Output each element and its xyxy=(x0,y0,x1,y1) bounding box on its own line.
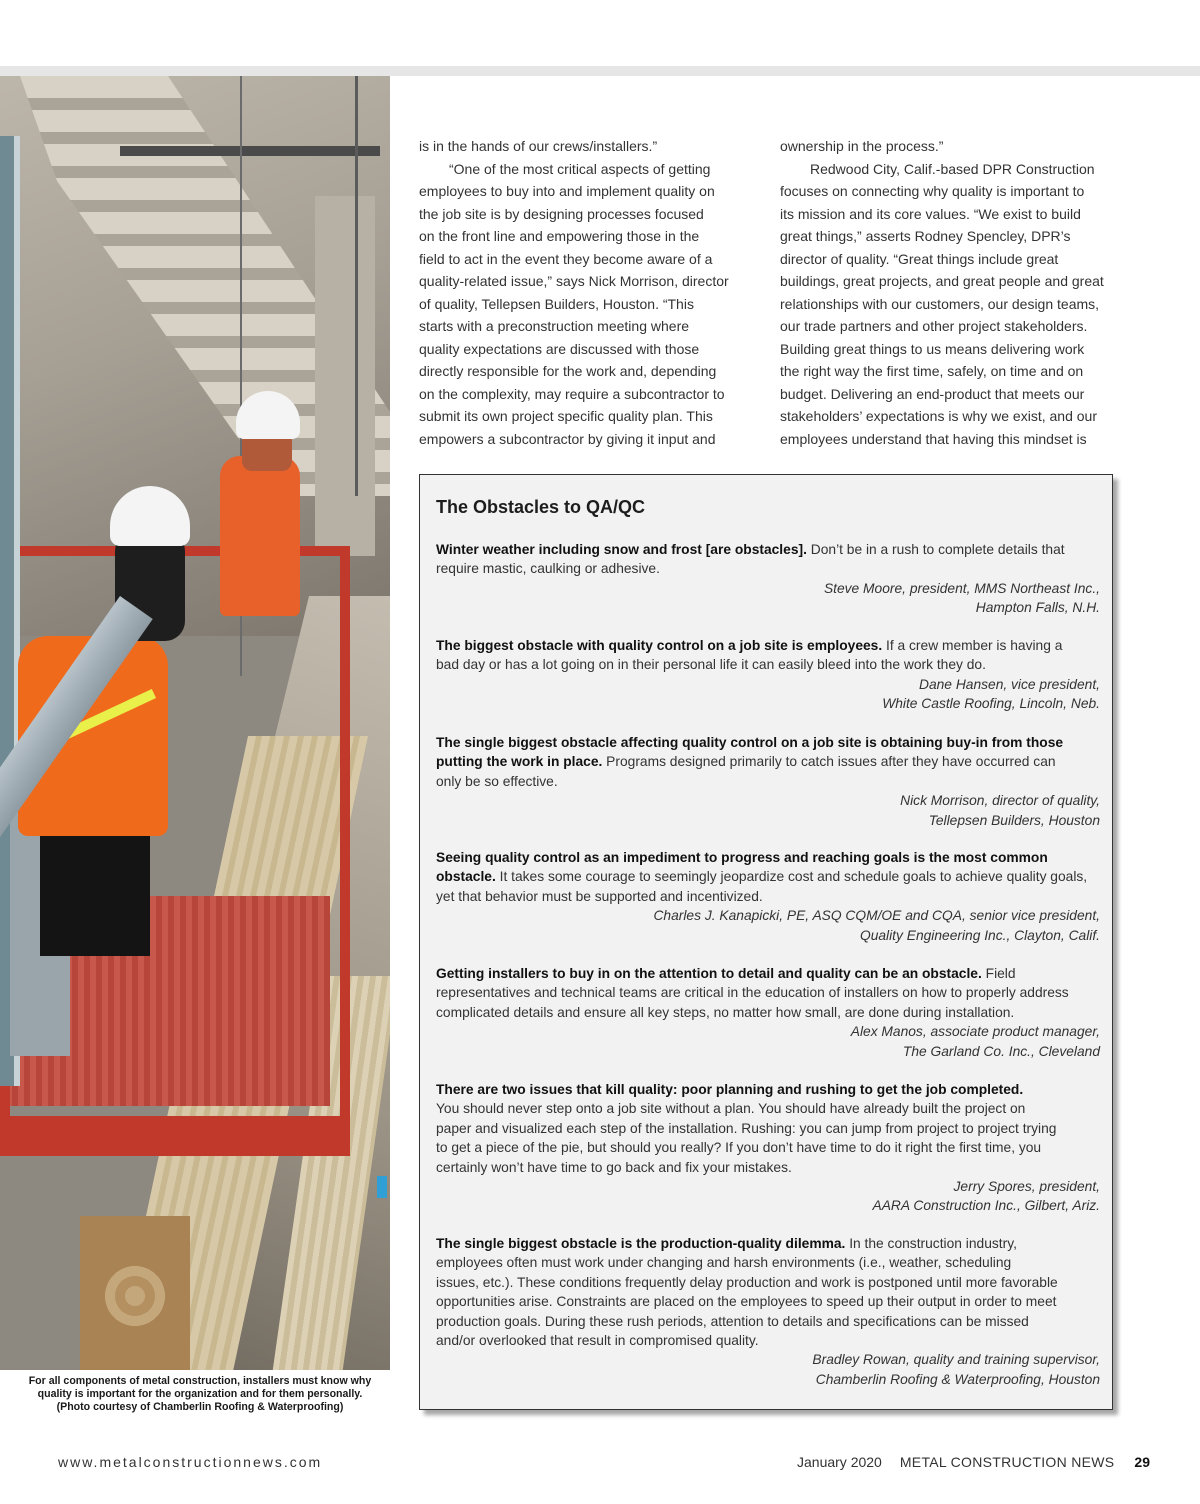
photo-column xyxy=(315,196,375,556)
article-line: submit its own project specific quality plan. This xyxy=(419,408,713,424)
sidebar-entry xyxy=(436,636,1100,714)
photo-wood-block xyxy=(80,1216,190,1370)
article-line: stakeholders’ expectations is why we exist, and our xyxy=(780,408,1097,424)
entry-line: certainly won’t have time to go back and fix your mistakes. xyxy=(436,1159,792,1175)
entry-lead: Winter weather including snow and frost [are obstacles]. xyxy=(436,542,807,557)
entry-lead: putting the work in place. xyxy=(436,754,603,770)
article-line: is in the hands of our crews/installers.” xyxy=(419,138,658,154)
caption-line: For all components of metal construction, installers must know why xyxy=(28,1375,372,1387)
article-line: on the front line and empowering those in the xyxy=(419,228,700,244)
entry-attribution: White Castle Roofing, Lincoln, Neb. xyxy=(882,696,1100,712)
entry-attribution: The Garland Co. Inc., Cleveland xyxy=(902,1043,1100,1059)
entry-line: only be so effective. xyxy=(436,773,558,789)
article-line: quality expectations are discussed with those xyxy=(419,340,700,357)
sidebar-entry xyxy=(436,964,1100,1061)
entry-attribution: Steve Moore, president, MMS Northeast Inc., xyxy=(823,580,1100,596)
entry-lead: obstacle. xyxy=(436,869,496,885)
entry-line: yet that behavior must be supported and incentivized. xyxy=(436,888,763,904)
article-line: starts with a preconstruction meeting where xyxy=(419,318,690,334)
article-line: of quality, Tellepsen Builders, Houston. “This xyxy=(419,295,694,312)
entry-attribution: Chamberlin Roofing & Waterproofing, Houston xyxy=(815,1371,1100,1387)
entry-line xyxy=(436,540,1100,559)
entry-text: In the construction industry, xyxy=(845,1236,1017,1251)
entry-attribution: Charles J. Kanapicki, PE, ASQ CQM/OE and CQA, senior vice president, xyxy=(653,908,1100,924)
entry-line xyxy=(436,1080,1100,1099)
entry-text: Programs designed primarily to catch issues after they have occurred can xyxy=(602,754,1056,770)
footer-folio xyxy=(797,1454,1150,1470)
entry-attribution: Bradley Rowan, quality and training supervisor, xyxy=(812,1352,1100,1368)
entry-line: to get a piece of the pie, but should you really? If you don’t have time to do it right the first time, you xyxy=(436,1140,1042,1156)
article-column-2 xyxy=(780,135,1125,450)
article-column-1 xyxy=(419,135,764,450)
entry-attribution: AARA Construction Inc., Gilbert, Ariz. xyxy=(872,1198,1100,1214)
entry-attribution: Nick Morrison, director of quality, xyxy=(900,793,1100,809)
entry-line: require mastic, caulking or adhesive. xyxy=(436,561,660,577)
entry-line: You should never step onto a job site without a plan. You should have already built the project on xyxy=(436,1101,1026,1117)
entry-line: and/or overlooked that result in compromised quality. xyxy=(436,1333,759,1349)
construction-photo xyxy=(0,76,390,1370)
photo-blue-tag xyxy=(377,1176,387,1198)
article-line: Redwood City, Calif.-based DPR Construction xyxy=(810,160,1095,177)
entry-text: If a crew member is having a xyxy=(882,638,1063,653)
footer-publication: METAL CONSTRUCTION NEWS xyxy=(899,1454,1115,1470)
entry-line: complicated details and ensure all key steps, no matter how small, are done during installation. xyxy=(436,1004,1015,1020)
sidebar-entry xyxy=(436,1234,1100,1389)
sidebar-entry xyxy=(436,848,1100,945)
photo-worker-vest xyxy=(220,456,300,616)
photo-caption xyxy=(10,1375,390,1414)
entry-text: Field xyxy=(981,966,1016,981)
sidebar-entry xyxy=(436,540,1100,618)
article-line: “One of the most critical aspects of getting xyxy=(449,160,711,177)
article-line: its mission and its core values. “We exist to build xyxy=(780,205,1081,222)
sidebar-entry xyxy=(436,1080,1100,1216)
entry-line: production goals. During these rush periods, attention to details and specifications can be missed xyxy=(436,1313,1029,1329)
top-band xyxy=(0,66,1200,76)
entry-line: issues, etc.). These conditions frequently delay production and work is postponed until more favorable xyxy=(436,1274,1058,1290)
article-line: the right way the first time, safely, on time and on xyxy=(780,363,1084,379)
article-line: focuses on connecting why quality is important to xyxy=(780,183,1085,199)
footer-date: January 2020 xyxy=(797,1454,882,1470)
article-line: great things,” asserts Rodney Spencley, DPR’s xyxy=(780,228,1071,244)
entry-line xyxy=(436,636,1100,655)
footer-url: www.metalconstructionnews.com xyxy=(58,1454,323,1470)
entry-attribution: Jerry Spores, president, xyxy=(953,1179,1100,1195)
caption-line: (Photo courtesy of Chamberlin Roofing & Waterproofing) xyxy=(56,1401,344,1413)
entry-line: bad day or has a lot going on in their personal life it can easily bleed into the work they do. xyxy=(436,657,986,673)
entry-line: employees often must work under changing and harsh environments (i.e., weather, scheduling xyxy=(436,1255,1012,1271)
article-line: relationships with our customers, our design teams, xyxy=(780,295,1100,312)
caption-line: quality is important for the organization and for them personally. xyxy=(37,1388,363,1400)
entry-line xyxy=(436,867,1100,886)
entry-text: Don’t be in a rush to complete details that xyxy=(806,542,1065,557)
article-line: on the complexity, may require a subcontractor to xyxy=(419,385,725,402)
entry-attribution: Alex Manos, associate product manager, xyxy=(850,1024,1100,1040)
entry-line: paper and visualized each step of the installation. Rushing: you can jump from project to project trying xyxy=(436,1120,1057,1136)
article-line: empowers a subcontractor by giving it input and xyxy=(419,430,716,447)
article-line: the job site is by designing processes focused xyxy=(419,205,704,222)
article-line: Building great things to us means delivering work xyxy=(780,340,1085,357)
article-line: directly responsible for the work and, depending xyxy=(419,363,717,379)
sidebar-title: The Obstacles to QA/QC xyxy=(436,497,646,517)
sidebar-entry xyxy=(436,733,1100,830)
entry-text: It takes some courage to seemingly jeopardize cost and schedule goals to achieve quality goals, xyxy=(495,869,1088,885)
article-line: employees understand that having this mindset is xyxy=(780,430,1087,447)
article-line: buildings, great projects, and great people and great xyxy=(780,273,1104,289)
article-line: field to act in the event they become aware of a xyxy=(419,250,713,267)
entry-lead: The single biggest obstacle is the production-quality dilemma. xyxy=(436,1236,846,1251)
photo-cable xyxy=(355,76,358,496)
entry-line xyxy=(436,733,1100,752)
entry-line xyxy=(436,848,1100,867)
obstacles-sidebar xyxy=(419,474,1113,1410)
entry-line: representatives and technical teams are critical in the education of installers on how to properly address xyxy=(436,985,1069,1001)
photo-beam xyxy=(120,146,380,156)
entry-lead: There are two issues that kill quality: poor planning and rushing to get the job completed. xyxy=(436,1082,1024,1097)
entry-line: opportunities arise. Constraints are placed on the employees to speed up their output in order to meet xyxy=(436,1294,1057,1310)
article-line: director of quality. “Great things include great xyxy=(780,250,1059,267)
entry-attribution: Hampton Falls, N.H. xyxy=(975,600,1100,616)
entry-line xyxy=(436,964,1100,983)
article-line: ownership in the process.” xyxy=(780,138,944,154)
entry-attribution: Dane Hansen, vice president, xyxy=(919,676,1100,692)
entry-attribution: Tellepsen Builders, Houston xyxy=(928,812,1100,828)
article-line: budget. Delivering an end-product that meets our xyxy=(780,385,1085,402)
entry-attribution: Quality Engineering Inc., Clayton, Calif. xyxy=(859,927,1100,943)
article-line: employees to buy into and implement quality on xyxy=(419,183,715,199)
page-number: 29 xyxy=(1134,1454,1150,1470)
article-line: quality-related issue,” says Nick Morrison, director xyxy=(419,273,729,289)
entry-lead: Seeing quality control as an impediment to progress and reaching goals is the most common xyxy=(436,850,1048,865)
entry-lead: The single biggest obstacle affecting quality control on a job site is obtaining buy-in from those xyxy=(436,735,1064,750)
article-line: our trade partners and other project stakeholders. xyxy=(780,318,1088,334)
entry-lead: The biggest obstacle with quality control on a job site is employees. xyxy=(436,638,883,653)
entry-lead: Getting installers to buy in on the attention to detail and quality can be an obstacle. xyxy=(436,966,982,981)
entry-line xyxy=(436,1234,1100,1253)
entry-line xyxy=(436,752,1100,771)
photo-worker-legs xyxy=(40,836,150,956)
